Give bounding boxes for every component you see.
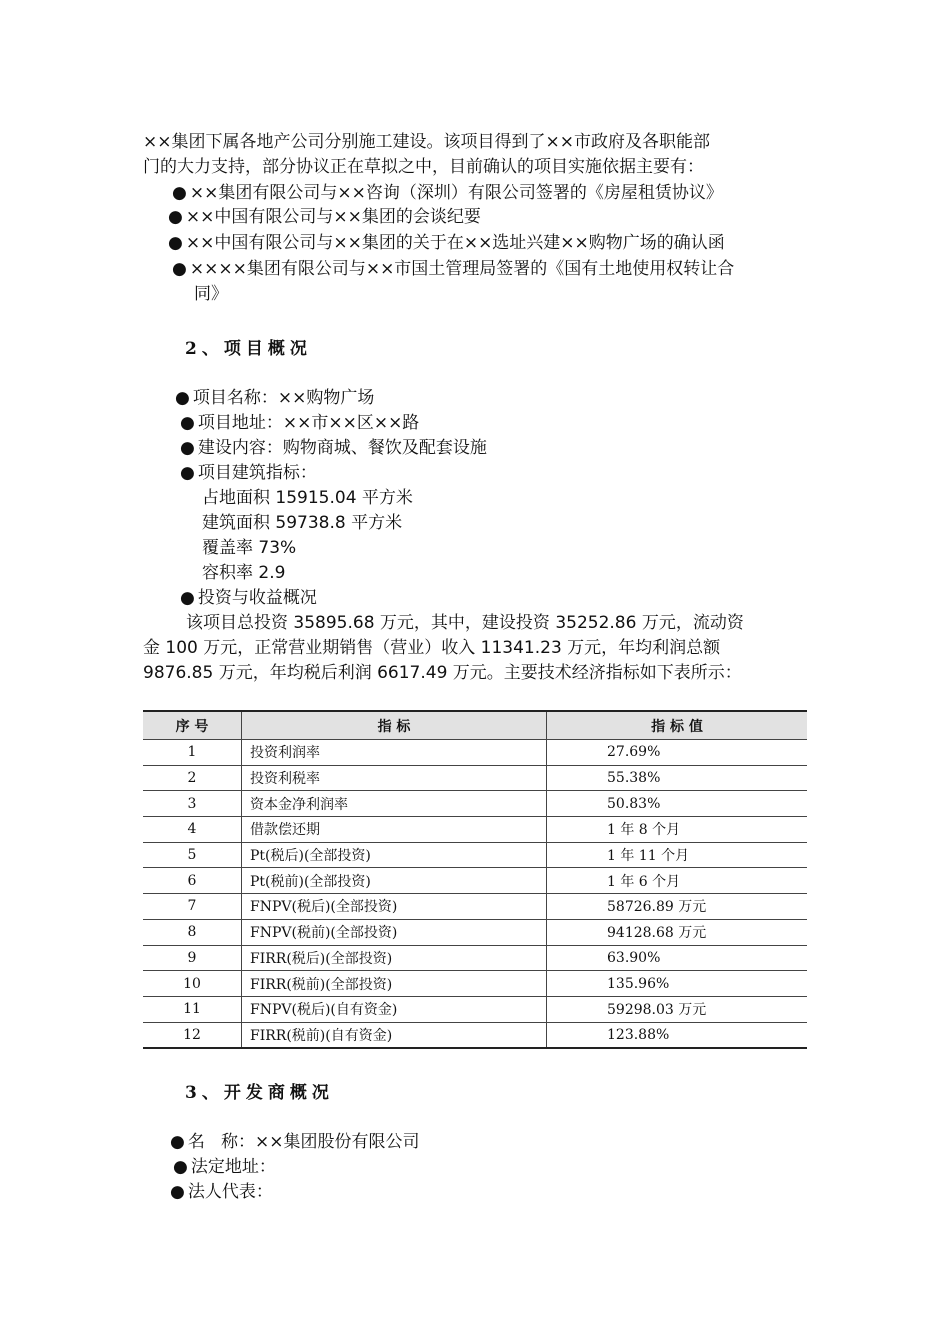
table-row bbox=[143, 868, 807, 894]
table-row bbox=[143, 791, 807, 817]
bullet-icon: ● bbox=[180, 413, 195, 433]
bullet-icon: ● bbox=[180, 438, 195, 458]
bullet-icon: ● bbox=[170, 1182, 185, 1202]
row-indicator: FNPV(税前)(全部投资) bbox=[242, 919, 547, 945]
indicator-land-area: 占地面积 15915.04 平方米 bbox=[202, 488, 413, 508]
project-name: ● 项目名称：××购物广场 bbox=[175, 388, 375, 408]
section-3-heading: 3、开发商概况 bbox=[185, 1083, 334, 1103]
bullet-icon: ● bbox=[172, 183, 187, 203]
table-row bbox=[143, 894, 807, 920]
row-value: 63.90% bbox=[547, 945, 808, 971]
indicator-coverage: 覆盖率 73% bbox=[202, 538, 297, 558]
row-value: 1 年 11 个月 bbox=[547, 842, 808, 868]
indicator-plot-ratio: 容积率 2.9 bbox=[202, 563, 286, 583]
basis-item-4-continued: 同》 bbox=[194, 284, 228, 304]
row-index: 7 bbox=[143, 894, 242, 920]
row-index: 5 bbox=[143, 842, 242, 868]
project-indicators-label: ● 项目建筑指标： bbox=[180, 463, 317, 483]
row-index: 11 bbox=[143, 996, 242, 1022]
basis-item-4: ● ××××集团有限公司与××市国土管理局签署的《国有土地使用权转让合 bbox=[172, 259, 735, 279]
table-row bbox=[143, 1022, 807, 1048]
bullet-icon: ● bbox=[172, 259, 187, 279]
bullet-icon: ● bbox=[170, 1132, 185, 1152]
invest-line-1: 该项目总投资 35895.68 万元，其中，建设投资 35252.86 万元，流动资 bbox=[186, 613, 744, 633]
col-header-index: 序 号 bbox=[143, 711, 242, 740]
row-value: 1 年 6 个月 bbox=[547, 868, 808, 894]
row-value: 135.96% bbox=[547, 971, 808, 997]
row-value: 50.83% bbox=[547, 791, 808, 817]
row-indicator: Pt(税前)(全部投资) bbox=[242, 868, 547, 894]
basis-item-2: ● ××中国有限公司与××集团的会谈纪要 bbox=[168, 207, 481, 227]
developer-name: ● 名 称：××集团股份有限公司 bbox=[170, 1132, 420, 1152]
table-row bbox=[143, 740, 807, 766]
table-row bbox=[143, 945, 807, 971]
row-indicator: FNPV(税后)(自有资金) bbox=[242, 996, 547, 1022]
bullet-icon: ● bbox=[168, 207, 183, 227]
project-address: ● 项目地址：××市××区××路 bbox=[180, 413, 420, 433]
row-value: 27.69% bbox=[547, 740, 808, 766]
table-row bbox=[143, 919, 807, 945]
row-index: 1 bbox=[143, 740, 242, 766]
row-indicator: FIRR(税前)(全部投资) bbox=[242, 971, 547, 997]
row-index: 3 bbox=[143, 791, 242, 817]
table-row bbox=[143, 971, 807, 997]
indicator-table bbox=[143, 710, 807, 1049]
table-row bbox=[143, 842, 807, 868]
row-indicator: FIRR(税后)(全部投资) bbox=[242, 945, 547, 971]
bullet-icon: ● bbox=[168, 233, 183, 253]
section-2-heading: 2、项目概况 bbox=[185, 339, 312, 359]
table-row bbox=[143, 817, 807, 843]
developer-legal-rep: ● 法人代表： bbox=[170, 1182, 273, 1202]
bullet-icon: ● bbox=[180, 588, 195, 608]
invest-line-2: 金 100 万元，正常营业期销售（营业）收入 11341.23 万元，年均利润总额 bbox=[143, 638, 721, 658]
row-indicator: 借款偿还期 bbox=[242, 817, 547, 843]
row-value: 94128.68 万元 bbox=[547, 919, 808, 945]
row-index: 12 bbox=[143, 1022, 242, 1048]
developer-address: ● 法定地址： bbox=[173, 1157, 276, 1177]
col-header-value: 指 标 值 bbox=[547, 711, 808, 740]
row-indicator: Pt(税后)(全部投资) bbox=[242, 842, 547, 868]
row-value: 123.88% bbox=[547, 1022, 808, 1048]
row-value: 58726.89 万元 bbox=[547, 894, 808, 920]
table-row bbox=[143, 996, 807, 1022]
row-index: 8 bbox=[143, 919, 242, 945]
row-indicator: 投资利润率 bbox=[242, 740, 547, 766]
intro-line-2: 门的大力支持，部分协议正在草拟之中，目前确认的项目实施依据主要有： bbox=[143, 157, 704, 177]
indicator-building-area: 建筑面积 59738.8 平方米 bbox=[202, 513, 403, 533]
intro-line-1: ××集团下属各地产公司分别施工建设。该项目得到了××市政府及各职能部 bbox=[143, 132, 710, 152]
table-header-row bbox=[143, 711, 807, 740]
invest-label: ● 投资与收益概况 bbox=[180, 588, 317, 608]
table-row bbox=[143, 765, 807, 791]
row-value: 1 年 8 个月 bbox=[547, 817, 808, 843]
bullet-icon: ● bbox=[180, 463, 195, 483]
project-content: ● 建设内容：购物商城、餐饮及配套设施 bbox=[180, 438, 487, 458]
basis-item-3: ● ××中国有限公司与××集团的关于在××选址兴建××购物广场的确认函 bbox=[168, 233, 725, 253]
row-indicator: 资本金净利润率 bbox=[242, 791, 547, 817]
row-indicator: FNPV(税后)(全部投资) bbox=[242, 894, 547, 920]
bullet-icon: ● bbox=[173, 1157, 188, 1177]
basis-item-1: ● ××集团有限公司与××咨询（深圳）有限公司签署的《房屋租赁协议》 bbox=[172, 183, 723, 203]
row-indicator: 投资利税率 bbox=[242, 765, 547, 791]
row-index: 6 bbox=[143, 868, 242, 894]
row-index: 2 bbox=[143, 765, 242, 791]
col-header-indicator: 指 标 bbox=[242, 711, 547, 740]
row-indicator: FIRR(税前)(自有资金) bbox=[242, 1022, 547, 1048]
row-index: 10 bbox=[143, 971, 242, 997]
row-value: 59298.03 万元 bbox=[547, 996, 808, 1022]
row-index: 9 bbox=[143, 945, 242, 971]
invest-line-3: 9876.85 万元，年均税后利润 6617.49 万元。主要技术经济指标如下表所示： bbox=[143, 663, 742, 683]
row-index: 4 bbox=[143, 817, 242, 843]
bullet-icon: ● bbox=[175, 388, 190, 408]
row-value: 55.38% bbox=[547, 765, 808, 791]
